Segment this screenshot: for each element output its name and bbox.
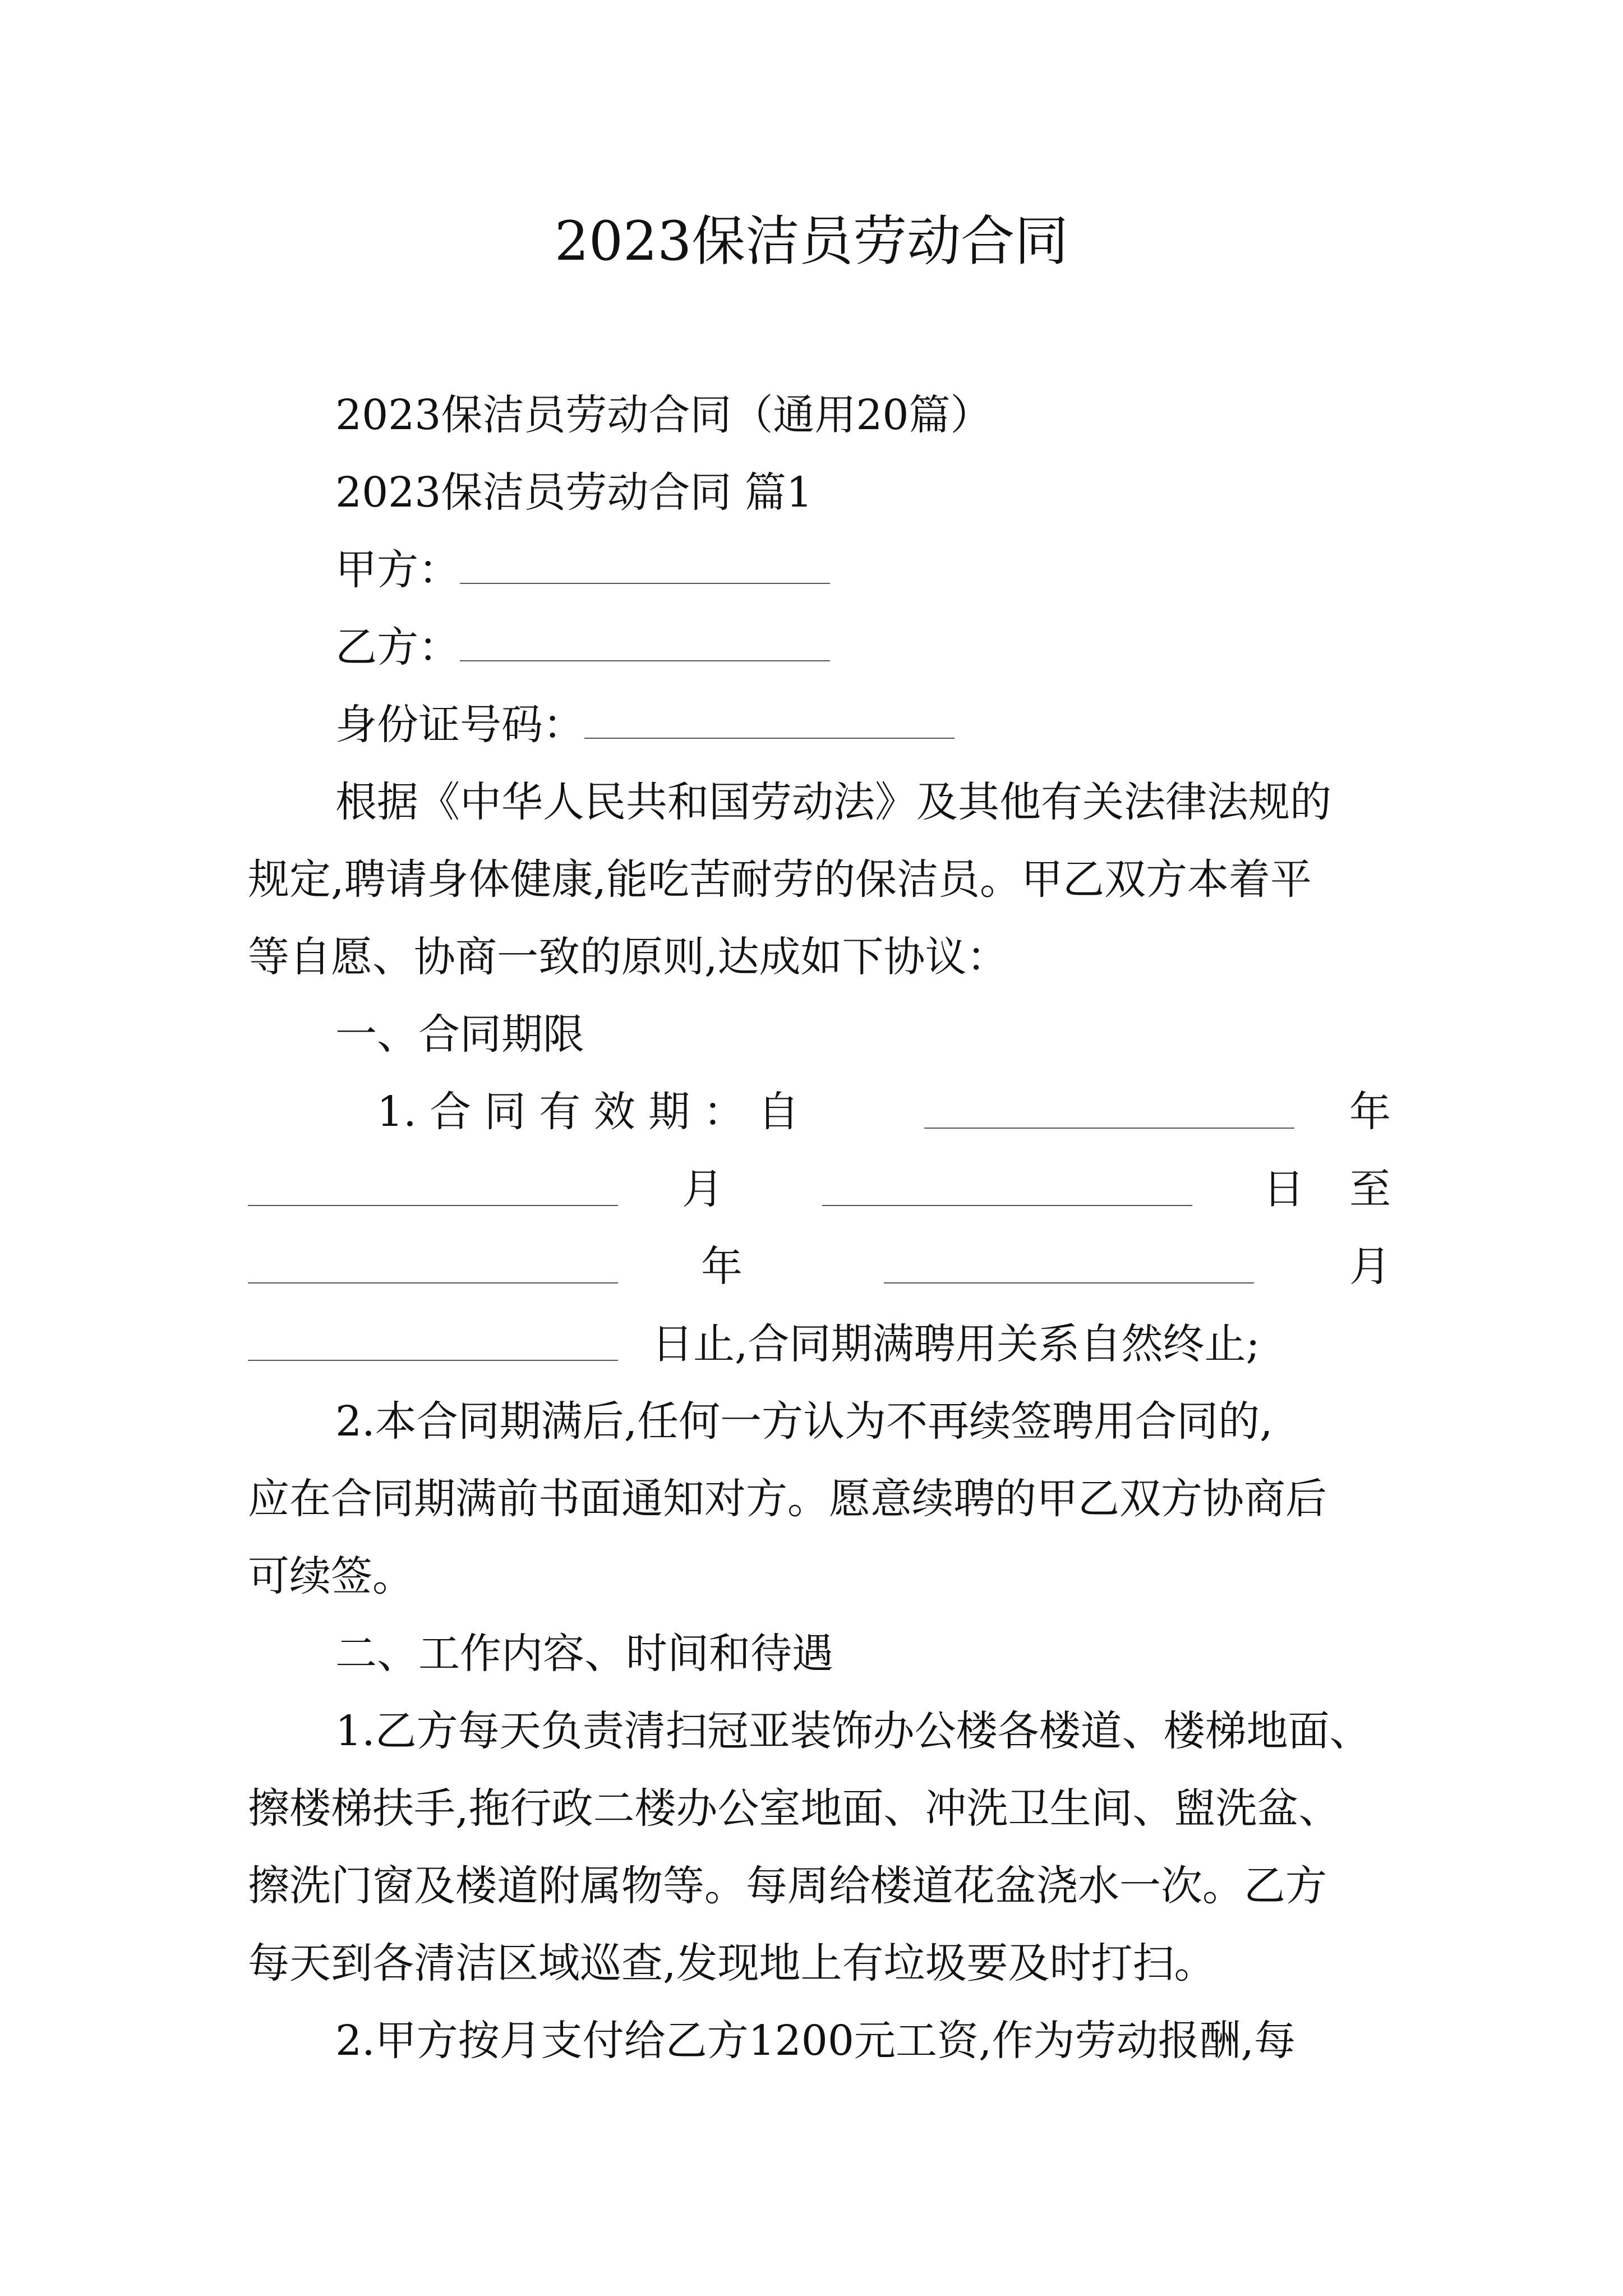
party-b-blank[interactable]: [460, 625, 830, 661]
clause1-2-line-1: 2.本合同期满后,任何一方认为不再续签聘用合同的,: [335, 1397, 1273, 1446]
section-heading: 2023保洁员劳动合同 篇1: [335, 468, 813, 517]
id-blank[interactable]: [584, 703, 955, 739]
term-row-4: [248, 1316, 1392, 1372]
term-start-month-blank[interactable]: [248, 1205, 618, 1206]
document-subtitle: 2023保洁员劳动合同（通用20篇）: [335, 391, 992, 439]
term-row-3: [248, 1239, 1392, 1295]
intro-line-2: 规定,聘请身体健康,能吃苦耐劳的保洁员。甲乙双方本着平: [248, 855, 1312, 904]
party-a-label: 甲方：: [335, 546, 460, 594]
clause1-2-line-3: 可续签。: [248, 1552, 414, 1600]
document-title: 2023保洁员劳动合同: [554, 210, 1069, 273]
intro-line-3: 等自愿、协商一致的原则,达成如下协议：: [248, 933, 1008, 981]
party-a-blank[interactable]: [460, 548, 830, 584]
clause2-1-line-1: 1.乙方每天负责清扫冠亚装饰办公楼各楼道、楼梯地面、: [335, 1707, 1371, 1755]
clause2-1-line-4: 每天到各清洁区域巡查,发现地上有垃圾要及时打扫。: [248, 1939, 1216, 1987]
term-start-year-blank[interactable]: [924, 1128, 1294, 1129]
term-to: 至: [1349, 1165, 1391, 1213]
term-row-2: [248, 1161, 1392, 1217]
term-end-month-blank[interactable]: [884, 1282, 1254, 1283]
term-month-2: 月: [1349, 1243, 1391, 1291]
term-year-2: 年: [701, 1243, 743, 1291]
party-a-row: [335, 542, 1479, 598]
term-day-1: 日: [1263, 1165, 1304, 1213]
term-row-1: [248, 1084, 1392, 1140]
section2-title: 二、工作内容、时间和待遇: [335, 1630, 833, 1678]
intro-line-1: 根据《中华人民共和国劳动法》及其他有关法律法规的: [335, 778, 1331, 826]
term-start-day-blank[interactable]: [822, 1205, 1192, 1206]
clause1-2-line-2: 应在合同期满前书面通知对方。愿意续聘的甲乙双方协商后: [248, 1475, 1327, 1523]
clause2-1-line-3: 擦洗门窗及楼道附属物等。每周给楼道花盆浇水一次。乙方: [248, 1862, 1327, 1910]
party-b-row: [335, 619, 1479, 675]
id-row: [335, 697, 1479, 753]
section1-title: 一、合同期限: [335, 1010, 584, 1059]
term-end-day-blank[interactable]: [248, 1360, 618, 1361]
party-b-label: 乙方：: [335, 623, 460, 671]
term-end-year-blank[interactable]: [248, 1282, 618, 1283]
clause2-1-line-2: 擦楼梯扶手,拖行政二楼办公室地面、冲洗卫生间、盥洗盆、: [248, 1784, 1340, 1833]
term-lead: 1. 合 同 有 效 期 ： 自: [377, 1088, 800, 1136]
term-end: 日止,合同期满聘用关系自然终止;: [652, 1320, 1260, 1368]
term-year-1: 年: [1349, 1088, 1391, 1136]
clause2-2-line-1: 2.甲方按月支付给乙方1200元工资,作为劳动报酬,每: [335, 2017, 1295, 2065]
term-month-1: 月: [682, 1165, 723, 1213]
id-label: 身份证号码：: [335, 701, 584, 749]
